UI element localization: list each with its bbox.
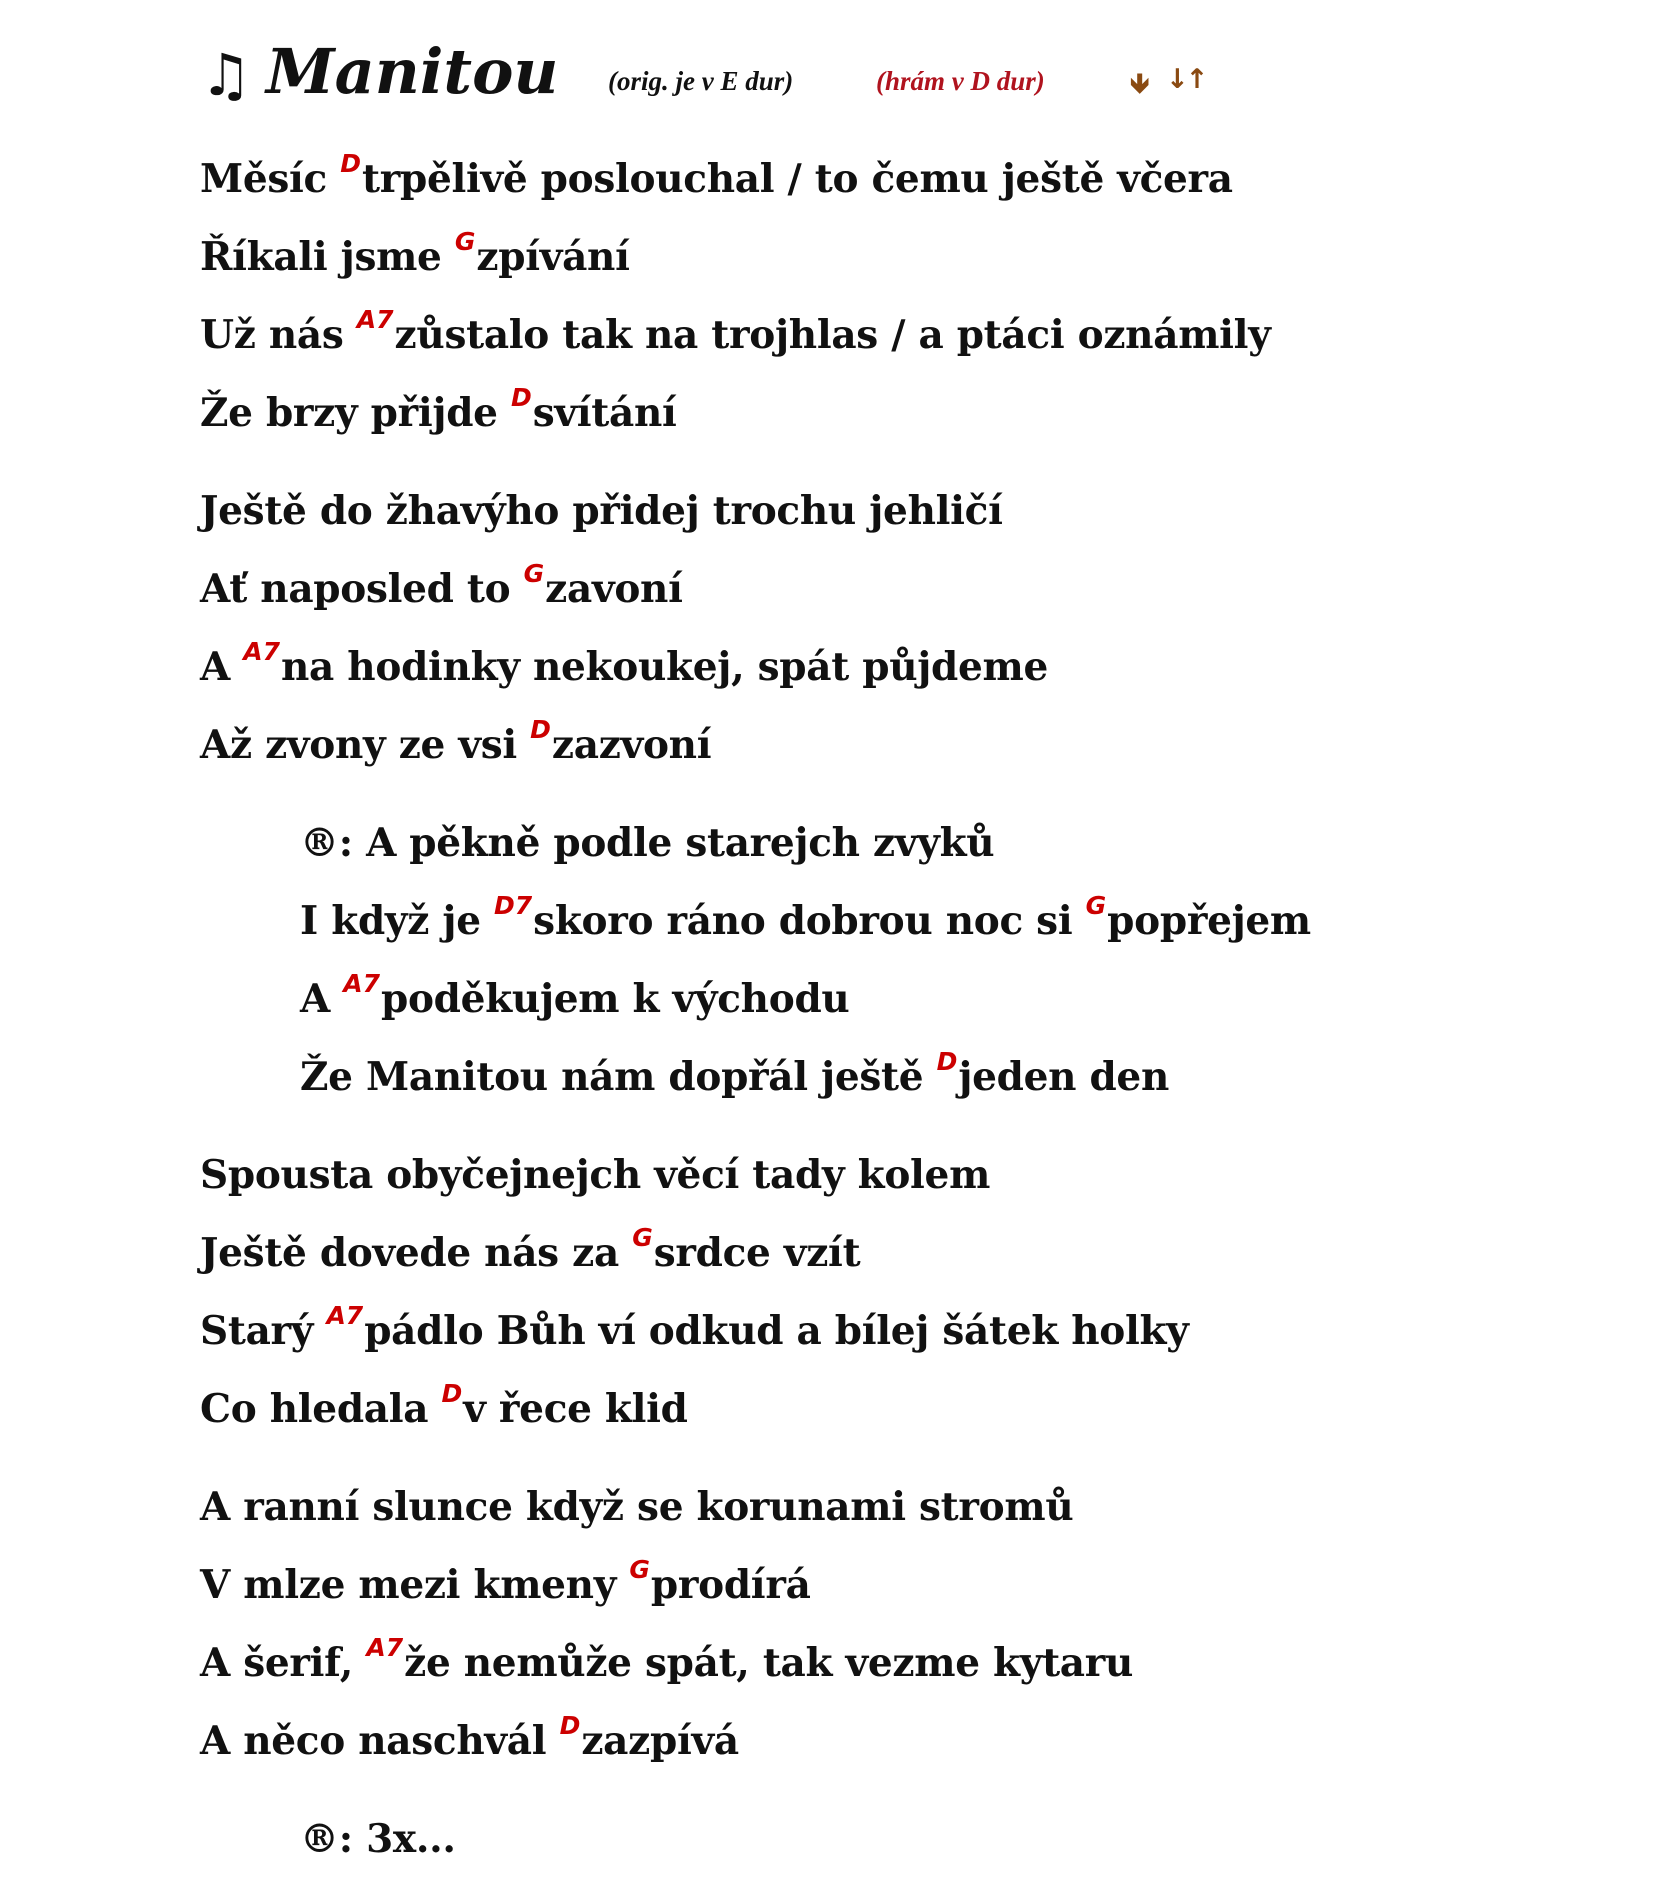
lyric-line bbox=[200, 1292, 1620, 1370]
lyric-text: A ranní slunce když se korunami stromů bbox=[200, 1484, 1074, 1530]
lyric-text: zazpívá bbox=[581, 1718, 739, 1764]
lyric-line bbox=[300, 960, 1620, 1038]
verse-stanza bbox=[200, 1136, 1620, 1448]
lyric-text: jeden den bbox=[958, 1054, 1170, 1100]
lyric-line bbox=[200, 706, 1620, 784]
lyric-text: A bbox=[200, 644, 244, 690]
lyric-text: poděkujem k východu bbox=[381, 976, 850, 1022]
lyric-text: zavoní bbox=[545, 566, 683, 612]
chord-label: A7 bbox=[343, 969, 380, 998]
lyric-text: v řece klid bbox=[463, 1386, 688, 1432]
lyric-line bbox=[200, 1624, 1620, 1702]
chord-label: D bbox=[530, 715, 551, 744]
verse-stanza bbox=[200, 140, 1620, 452]
lyric-text: Už nás bbox=[200, 312, 357, 358]
chord-label: D7 bbox=[494, 891, 533, 920]
lyric-text: na hodinky nekoukej, spát půjdeme bbox=[281, 644, 1049, 690]
lyric-text: svítání bbox=[532, 390, 677, 436]
lyric-line bbox=[200, 1136, 1620, 1214]
played-key-note: (hrám v D dur) bbox=[876, 66, 1045, 96]
lyric-line bbox=[200, 550, 1620, 628]
lyric-line bbox=[200, 1370, 1620, 1448]
lyric-text: pádlo Bůh ví odkud a bílej šátek holky bbox=[364, 1308, 1189, 1354]
chord-label: G bbox=[632, 1223, 653, 1252]
refrain-stanza bbox=[200, 804, 1620, 1116]
lyric-line bbox=[300, 1800, 1620, 1878]
lyric-text: A šerif, bbox=[200, 1640, 367, 1686]
chord-label: G bbox=[454, 227, 476, 256]
lyric-text: Že brzy přijde bbox=[200, 390, 511, 436]
lyric-line bbox=[200, 140, 1620, 218]
lyric-text: Měsíc bbox=[200, 156, 341, 202]
verse-stanza bbox=[200, 472, 1620, 784]
lyric-line bbox=[200, 1702, 1620, 1780]
lyric-text: Ještě do žhavýho přidej trochu jehličí bbox=[200, 488, 1003, 534]
lyric-line bbox=[200, 472, 1620, 550]
lyric-text: Spousta obyčejnejch věcí tady kolem bbox=[200, 1152, 991, 1198]
lyric-line bbox=[200, 1546, 1620, 1624]
lyric-text: ®: A pěkně podle starejch zvyků bbox=[300, 820, 995, 866]
lyric-line bbox=[200, 628, 1620, 706]
lyric-line bbox=[300, 882, 1620, 960]
lyric-text: zpívání bbox=[476, 234, 630, 280]
lyric-text: Až zvony ze vsi bbox=[200, 722, 531, 768]
chord-label: D bbox=[936, 1047, 958, 1076]
verse-stanza bbox=[200, 1468, 1620, 1780]
lyrics bbox=[200, 140, 1620, 1878]
lyric-line bbox=[200, 374, 1620, 452]
song-header bbox=[200, 30, 1620, 140]
lyric-text: ®: 3x... bbox=[300, 1816, 456, 1862]
lyric-text: srdce vzít bbox=[653, 1230, 861, 1276]
song-page bbox=[200, 30, 1620, 1898]
chord-label: A7 bbox=[356, 305, 394, 334]
chord-label: A7 bbox=[366, 1633, 404, 1662]
lyric-text: Ještě dovede nás za bbox=[200, 1230, 633, 1276]
chord-label: D bbox=[559, 1711, 581, 1740]
chord-label: D bbox=[441, 1379, 463, 1408]
song-title: Manitou bbox=[266, 35, 559, 108]
chord-label: D bbox=[340, 149, 362, 178]
lyric-text: Že Manitou nám dopřál ještě bbox=[300, 1054, 937, 1100]
lyric-text: Starý bbox=[200, 1308, 327, 1354]
lyric-text: trpělivě poslouchal / to čemu ještě včera bbox=[362, 156, 1233, 202]
chord-label: D bbox=[510, 383, 532, 412]
music-note-icon: ♫ bbox=[200, 41, 252, 109]
original-key-note: (orig. je v E dur) bbox=[608, 66, 794, 96]
lyric-line bbox=[200, 1468, 1620, 1546]
lyric-text: zazvoní bbox=[551, 722, 712, 768]
chord-label: A7 bbox=[326, 1301, 364, 1330]
lyric-text: Ať naposled to bbox=[200, 566, 524, 612]
lyric-text: A něco naschvál bbox=[200, 1718, 560, 1764]
lyric-text: Co hledala bbox=[200, 1386, 442, 1432]
lyric-text: skoro ráno dobrou noc si bbox=[533, 898, 1086, 944]
refrain-stanza bbox=[200, 1800, 1620, 1878]
chord-label: G bbox=[523, 559, 545, 588]
chord-label: G bbox=[629, 1555, 650, 1584]
lyric-line bbox=[300, 804, 1620, 882]
lyric-line bbox=[200, 1214, 1620, 1292]
lyric-text: A bbox=[300, 976, 344, 1022]
chord-label: G bbox=[1085, 891, 1107, 920]
lyric-line bbox=[300, 1038, 1620, 1116]
arrow-down-icon[interactable]: 🡻 bbox=[1130, 68, 1150, 99]
lyric-text: I když je bbox=[300, 898, 494, 944]
lyric-text: prodírá bbox=[650, 1562, 811, 1608]
arrows-updown-icon[interactable]: ↓↑ bbox=[1166, 64, 1206, 95]
lyric-line bbox=[200, 218, 1620, 296]
lyric-text: zůstalo tak na trojhlas / a ptáci oznámily bbox=[394, 312, 1271, 358]
lyric-text: popřejem bbox=[1107, 898, 1311, 944]
lyric-text: že nemůže spát, tak vezme kytaru bbox=[404, 1640, 1134, 1686]
chord-label: A7 bbox=[243, 637, 280, 666]
lyric-text: Říkali jsme bbox=[200, 234, 455, 280]
lyric-line bbox=[200, 296, 1620, 374]
lyric-text: V mlze mezi kmeny bbox=[200, 1562, 630, 1608]
